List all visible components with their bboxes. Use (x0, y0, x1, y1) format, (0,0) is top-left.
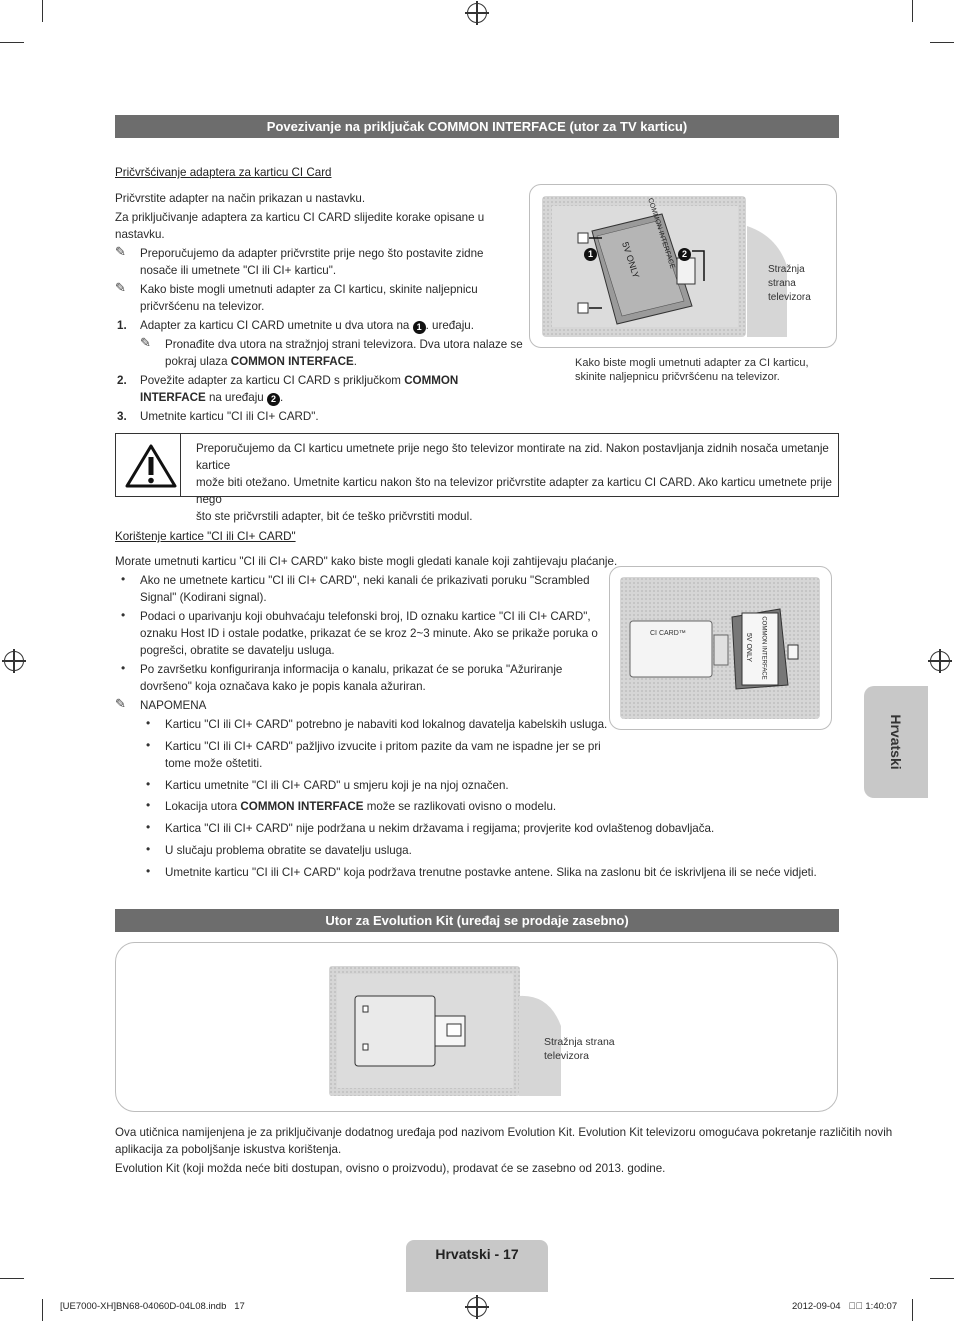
figure-label-line: televizora (544, 1050, 589, 1062)
figure-evolution-kit-frame (115, 942, 838, 1112)
step-text (140, 372, 458, 389)
paragraph: aplikacija za poboljšanje iskustva korištenja. (115, 1143, 342, 1156)
crop-mark (912, 1299, 913, 1321)
note-bullet-text: U slučaju problema obratite se davatelju usluga. (165, 844, 412, 857)
figure-label-line: Stražnja strana (544, 1036, 615, 1048)
bullet-text: oznaku Host ID i ostale podatke, prikazat će se kroz 2~3 minute. Ako se prikaže poruka o (140, 627, 598, 640)
page-number: Hrvatski - 17 (435, 1246, 519, 1262)
bullet-icon: • (146, 777, 151, 791)
bullet-text: Signal" (Kodirani signal). (140, 591, 267, 604)
note-text (165, 353, 357, 370)
number-badge-1-icon: 1 (584, 248, 597, 261)
ci-card-connector (714, 635, 728, 665)
bullet-icon: • (121, 608, 126, 622)
footer-date: 2012-09-04 ￿￿ 1:40:07 (792, 1301, 898, 1312)
mount-hole (363, 1044, 368, 1050)
bullet-text: pogrešci, obratite se davatelju usluga. (140, 644, 335, 657)
paragraph: Pričvrstite adapter na način prikazan u nastavku. (115, 192, 366, 205)
step-text-part: Povežite adapter za karticu CI CARD s priključkom (140, 374, 401, 387)
figure-caption (575, 356, 809, 384)
registration-mark-icon (4, 651, 24, 671)
crop-mark (930, 1278, 954, 1279)
step-text (140, 389, 283, 406)
figure-caption-line: Kako biste mogli umetnuti adapter za CI karticu, (575, 357, 809, 369)
warning-text (196, 440, 836, 525)
adapter-label: 5V ONLY (620, 240, 642, 280)
figure-label-line: Stražnja (768, 264, 805, 275)
footer-file-info: [UE7000-XH]BN68-04060D-04L08.indb 17 (60, 1301, 245, 1312)
bullet-icon: • (146, 842, 151, 856)
bullet-icon: • (146, 820, 151, 834)
note-text-part: može se razlikovati ovisno o modelu. (366, 800, 557, 813)
step-text: Umetnite karticu "CI ili CI+ CARD". (140, 410, 319, 423)
bullet-icon: • (121, 661, 126, 675)
note-bullet-text: Karticu "CI ili CI+ CARD" potrebno je nabaviti kod lokalnog davatelja kabelskih usluga. (165, 718, 608, 731)
side-tab-label: Hrvatski (888, 714, 904, 770)
figure-ci-card-frame (609, 566, 832, 730)
bullet-text: Ako ne umetnete karticu "CI ili CI+ CARD", neki kanali će prikazivati poruku "Scrambled (140, 574, 590, 587)
note-bullet-text (165, 798, 556, 815)
adapter-label: COMMON INTERFACE (646, 197, 676, 270)
note-text-part: . (353, 355, 358, 368)
figure-caption-line: skinite naljepnicu pričvršćenu na televizor. (575, 371, 780, 383)
note-text-part: Lokacija utora (165, 800, 238, 813)
step-text-part: . uređaju. (425, 319, 474, 332)
registration-mark-icon (930, 651, 950, 671)
bullet-icon: • (146, 738, 151, 752)
step-text-part: . (279, 391, 284, 404)
mount-slot (578, 303, 588, 313)
note-bullet-text: tome može oštetiti. (165, 757, 263, 770)
step-number: 1. (117, 319, 127, 332)
crop-mark (0, 1278, 24, 1279)
bullet-icon: • (121, 572, 126, 586)
warning-icon-cell (116, 434, 181, 496)
crop-mark (42, 1299, 43, 1321)
note-text-bold: COMMON INTERFACE (230, 355, 354, 368)
subhead-ci-card-usage: Korištenje kartice "CI ili CI+ CARD" (115, 530, 296, 543)
mount-hole (363, 1006, 368, 1012)
connector (677, 258, 695, 284)
bullet-icon: • (146, 864, 151, 878)
crop-mark (930, 42, 954, 43)
note-text-part: pokraj ulaza (165, 355, 228, 368)
slot-latch (788, 645, 798, 659)
step-number: 3. (117, 410, 127, 423)
section-title-evolution-kit: Utor za Evolution Kit (uređaj se prodaje zasebno) (115, 909, 839, 932)
bullet-icon: • (146, 798, 151, 812)
evolution-kit-illustration (329, 966, 619, 1096)
note-title: NAPOMENA (140, 699, 207, 712)
language-side-tab (864, 686, 928, 798)
note-bullet-text: Karticu umetnite "CI ili CI+ CARD" u smjeru koji je na njoj označen. (165, 779, 509, 792)
note-bullet-text: Umetnite karticu "CI ili CI+ CARD" koja podržava trenutne postavke antene. Slika na zaslonu bit će iskrivljena ili se neće vidjeti. (165, 866, 817, 879)
section-title-common-interface: Povezivanje na priključak COMMON INTERFACE (utor za TV karticu) (115, 115, 839, 138)
note-text: nosače ili umetnete "CI ili CI+ karticu". (140, 264, 337, 277)
mount-slot (578, 233, 588, 243)
subhead-ci-adapter: Pričvršćivanje adaptera za karticu CI Card (115, 166, 332, 179)
paragraph: Za priključivanje adaptera za karticu CI CARD slijedite korake opisane u (115, 211, 485, 224)
paragraph: nastavku. (115, 228, 165, 241)
step-text-part: Adapter za karticu CI CARD umetnite u dva utora na (140, 319, 410, 332)
note-text-bold: COMMON INTERFACE (240, 800, 364, 813)
crop-mark (912, 0, 913, 22)
note-bullet-text: Karticu "CI ili CI+ CARD" pažljivo izvucite i pritom pazite da vam ne ispadne jer se pri (165, 740, 601, 753)
bullet-text: Po završetku konfiguriranja informacija o kanalu, prikazat će se poruka "Ažuriranje (140, 663, 563, 676)
crop-mark (42, 0, 43, 22)
note-bullet-text: Kartica "CI ili CI+ CARD" nije podržana u nekim državama i regijama; provjerite kod ovlaštenog dobavljača. (165, 822, 715, 835)
figure-label-line: televizora (768, 292, 811, 303)
ci-card-illustration (620, 577, 820, 719)
note-text: Pronađite dva utora na stražnjoj strani televizora. Dva utora nalaze se (165, 338, 523, 351)
note-text: Preporučujemo da adapter pričvrstite prije nego što postavite zidne (140, 247, 484, 260)
number-badge-1-icon: 1 (413, 321, 426, 334)
step-text-bold: COMMON (404, 374, 459, 387)
note-icon: ✎ (115, 244, 126, 259)
crop-mark (0, 42, 24, 43)
figure-ci-adapter-frame (529, 184, 837, 348)
page-number-tab (406, 1240, 548, 1292)
note-icon: ✎ (115, 696, 126, 711)
slot-label: COMMON INTERFACE (760, 616, 767, 680)
figure-label-rear (544, 1035, 615, 1063)
registration-mark-icon (467, 3, 487, 23)
note-icon: ✎ (115, 280, 126, 295)
warning-line: što ste pričvrstili adapter, bit će teško pričvrstiti modul. (196, 510, 473, 523)
bullet-text: dovršeno" koja označava kako je popis kanala ažuriran. (140, 680, 426, 693)
step-number: 2. (117, 374, 127, 387)
registration-mark-icon (467, 1297, 487, 1317)
figure-label-rear (768, 263, 811, 305)
paragraph: Evolution Kit (koji možda neće biti dostupan, ovisno o proizvodu), prodavat će se zasebno od 2013. godine. (115, 1162, 666, 1175)
figure-label-line: strana (768, 278, 796, 289)
number-badge-2-icon: 2 (267, 393, 280, 406)
note-text: Kako biste mogli umetnuti adapter za CI karticu, skinite naljepnicu (140, 283, 478, 296)
note-icon: ✎ (140, 335, 151, 350)
note-text: pričvršćenu na televizor. (140, 300, 265, 313)
kit-plug (447, 1024, 461, 1036)
warning-line: Preporučujemo da CI karticu umetnete prije nego što televizor montirate na zid. Nakon postavljanja zidnih nosača umetanje kartice (196, 442, 829, 472)
bullet-icon: • (146, 716, 151, 730)
paragraph: Ova utičnica namijenjena je za priključivanje dodatnog uređaja pod nazivom Evolution Kit. Evolution Kit televizoru omogućava pokretanje različitih novih (115, 1126, 893, 1139)
bullet-text: Podaci o uparivanju koji obuhvaćaju telefonski broj, ID oznaku kartice "CI ili CI+ CARD", (140, 610, 591, 623)
warning-box (115, 433, 839, 523)
ci-card-label: CI CARD™ (650, 630, 686, 637)
step-text-part: na uređaju (208, 391, 264, 404)
slot-label: 5V ONLY (745, 632, 753, 663)
paragraph: Morate umetnuti karticu "CI ili CI+ CARD" kako biste mogli gledati kanale koji zahtijevaju plaćanje. (115, 555, 618, 568)
number-badge-2-icon: 2 (678, 248, 691, 261)
step-text (140, 317, 474, 334)
warning-line: može biti otežano. Umetnite karticu nakon što na televizor pričvrstite adapter za karticu CI CARD. Ako karticu umetnete prije nego (196, 476, 833, 506)
step-text-bold: INTERFACE (140, 391, 206, 404)
